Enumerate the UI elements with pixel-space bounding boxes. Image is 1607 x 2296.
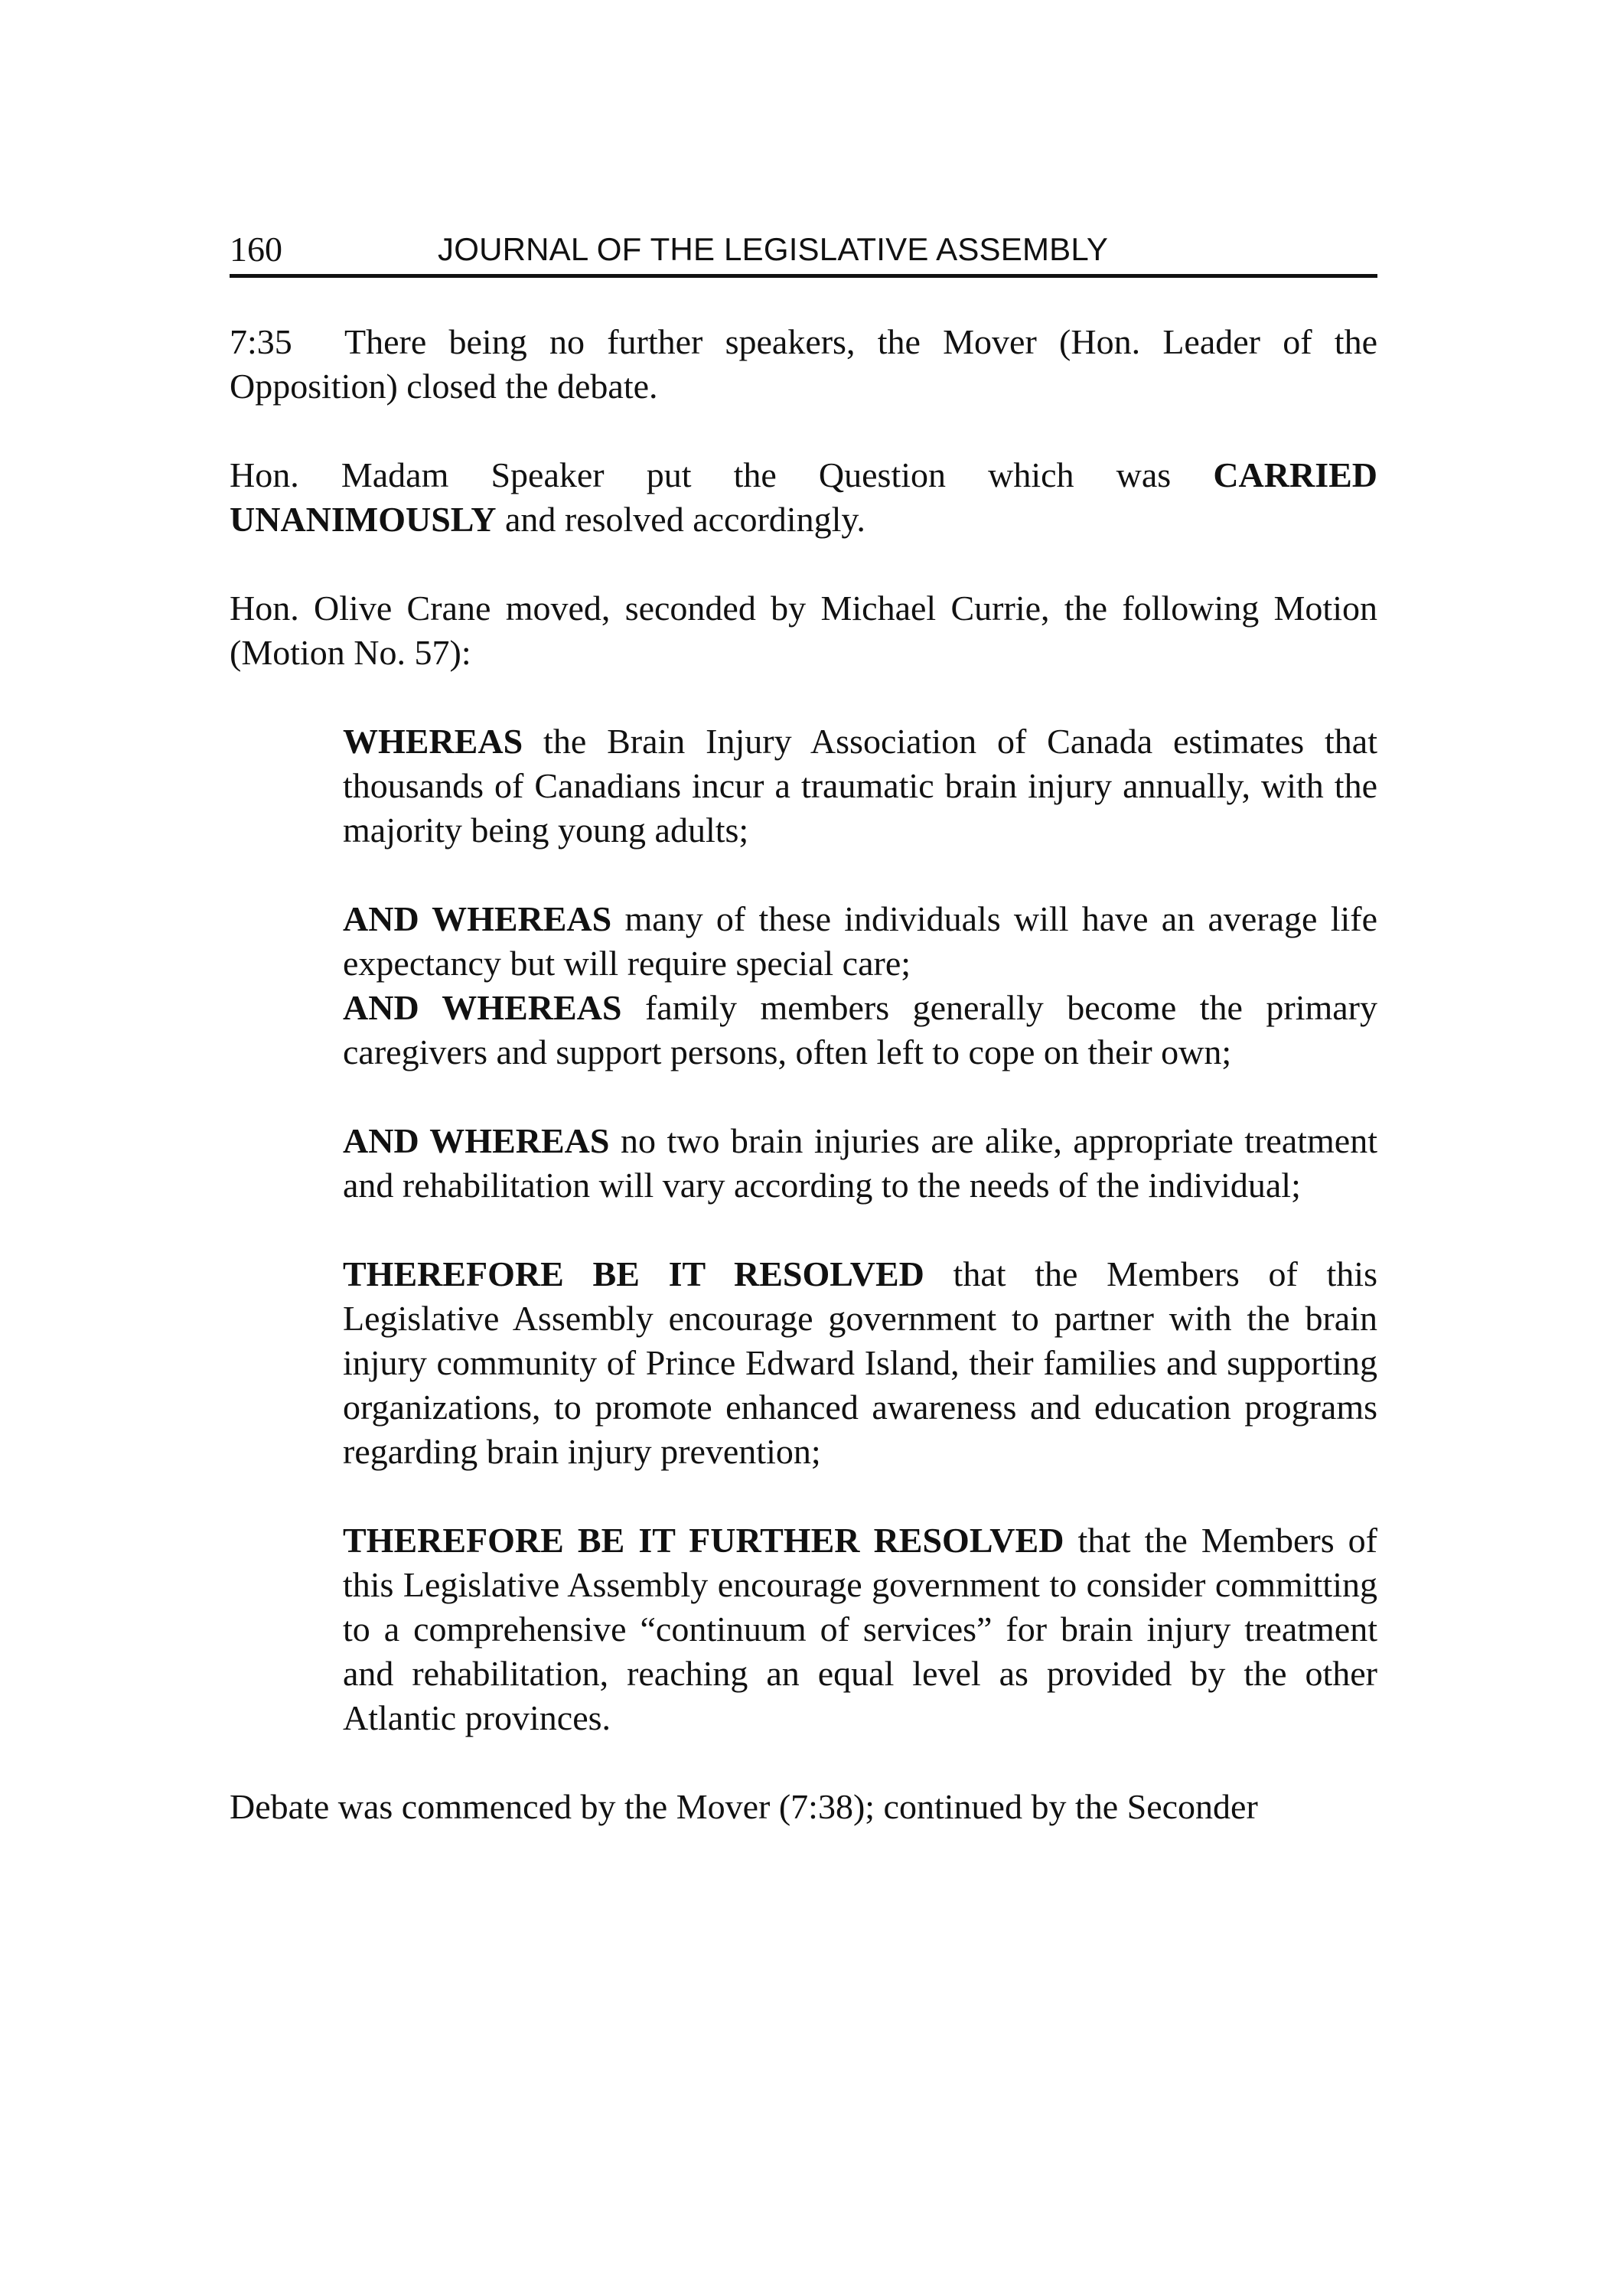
motion-text (343, 719, 1377, 1740)
closing-text: There being no further speakers, the Mover (Hon. Leader of the Opposition) closed the debate. (230, 322, 1377, 406)
motion-clause (343, 986, 1377, 1075)
question-text-post: and resolved accordingly. (496, 500, 865, 539)
closing-entry (230, 320, 1377, 409)
page-header (230, 225, 1377, 278)
motion-clause (343, 719, 1377, 853)
clause-lead: AND WHEREAS (343, 1121, 610, 1160)
clause-text: that the Members of this Legislative Assembly encourage government to partner with the brain injury community of Prince Edward Island, their families and supporting organizations, to promote enhanced awareness and education programs regarding brain injury prevention; (343, 1254, 1377, 1471)
clause-text: the Brain Injury Association of Canada estimates that thousands of Canadians incur a traumatic brain injury annually, with the majority being young adults; (343, 722, 1377, 850)
motion-clause (343, 897, 1377, 986)
motion-clause (343, 1252, 1377, 1474)
motion-clause (343, 1518, 1377, 1740)
question-entry (230, 453, 1377, 542)
clause-lead: AND WHEREAS (343, 988, 622, 1027)
clause-lead: WHEREAS (343, 722, 523, 761)
page-number: 160 (230, 230, 282, 269)
clause-text: many of these individuals will have an average life expectancy but will require special care; (343, 899, 1377, 983)
running-head: JOURNAL OF THE LEGISLATIVE ASSEMBLY (438, 231, 1109, 267)
journal-body (230, 320, 1377, 1829)
clause-text: no two brain injuries are alike, appropriate treatment and rehabilitation will vary according to the needs of the individual; (343, 1121, 1377, 1205)
motion-clause (343, 1119, 1377, 1208)
question-text-pre: Hon. Madam Speaker put the Question which was (230, 455, 1214, 494)
clause-lead: THEREFORE BE IT FURTHER RESOLVED (343, 1521, 1064, 1560)
motion-intro: Hon. Olive Crane moved, seconded by Michael Currie, the following Motion (Motion No. 57): (230, 589, 1377, 672)
clause-lead: THEREFORE BE IT RESOLVED (343, 1254, 924, 1293)
clause-text: that the Members of this Legislative Assembly encourage government to consider committing to a comprehensive “continuum of services” for brain injury treatment and rehabilitation, reaching an equal level as provided by the other Atlantic provinces. (343, 1521, 1377, 1737)
question-result: CARRIED UNANIMOUSLY (230, 455, 1377, 539)
debate-entry: Debate was commenced by the Mover (7:38); continued by the Seconder (230, 1787, 1258, 1826)
clause-text: family members generally become the primary caregivers and support persons, often left to cope on their own; (343, 988, 1378, 1071)
timestamp: 7:35 (230, 322, 292, 361)
clause-lead: AND WHEREAS (343, 899, 612, 938)
